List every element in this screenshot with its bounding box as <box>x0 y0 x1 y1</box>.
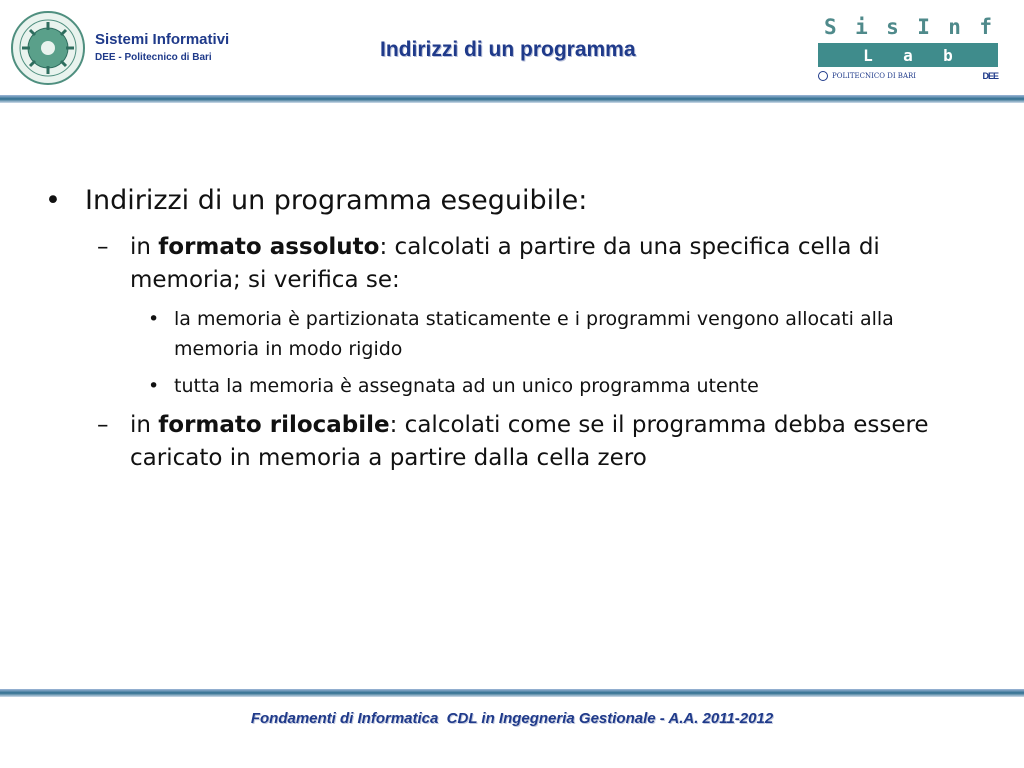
lab-logo-dee: DEE <box>982 71 998 81</box>
lab-letter: s <box>886 15 899 39</box>
footer-divider <box>0 689 1024 697</box>
sub-rest: : calcolati a partire da una specifica cella di memoria; si verifica se: <box>130 234 880 293</box>
dash-icon: – <box>97 412 109 438</box>
sub-bullet-text <box>130 231 980 297</box>
bullet-icon: • <box>45 185 61 216</box>
bullet-icon: • <box>148 308 160 330</box>
sub-prefix: in <box>130 412 159 438</box>
brand-subtitle: DEE - Politecnico di Bari <box>95 52 212 63</box>
lab-letter: b <box>943 45 953 65</box>
bullet-text: Indirizzi di un programma eseguibile: <box>85 185 588 216</box>
dash-icon: – <box>97 234 109 260</box>
lab-letter: f <box>979 15 992 39</box>
footer-text: Fondamenti di Informatica CDL in Ingegneria Gestionale - A.A. 2011-2012 <box>250 710 774 727</box>
sub-sub-bullet-text: tutta la memoria è assegnata ad un unico programma utente <box>174 375 759 397</box>
brand-title: Sistemi Informativi <box>95 31 230 48</box>
sub-rest: : calcolati come se il programma debba essere caricato in memoria a partire dalla cella zero <box>130 412 929 471</box>
lab-letter: I <box>917 15 930 39</box>
lab-letter: S <box>824 15 837 39</box>
sub-prefix: in <box>130 234 159 260</box>
lab-logo-university: POLITECNICO DI BARI <box>832 72 917 80</box>
slide-title: Indirizzi di un programma <box>380 38 636 61</box>
sub-bold-term: formato assoluto <box>158 234 380 260</box>
sub-bold-term: formato rilocabile <box>158 412 390 438</box>
lab-letter: n <box>948 15 961 39</box>
bullet-icon: • <box>148 375 160 397</box>
sub-bullet-text <box>130 409 980 475</box>
lab-letter: a <box>903 45 913 65</box>
sub-sub-bullet-text: la memoria è partizionata staticamente e i programmi vengono allocati alla memoria in modo rigido <box>174 308 894 360</box>
lab-letter: L <box>863 45 873 65</box>
lab-letter: i <box>855 15 868 39</box>
